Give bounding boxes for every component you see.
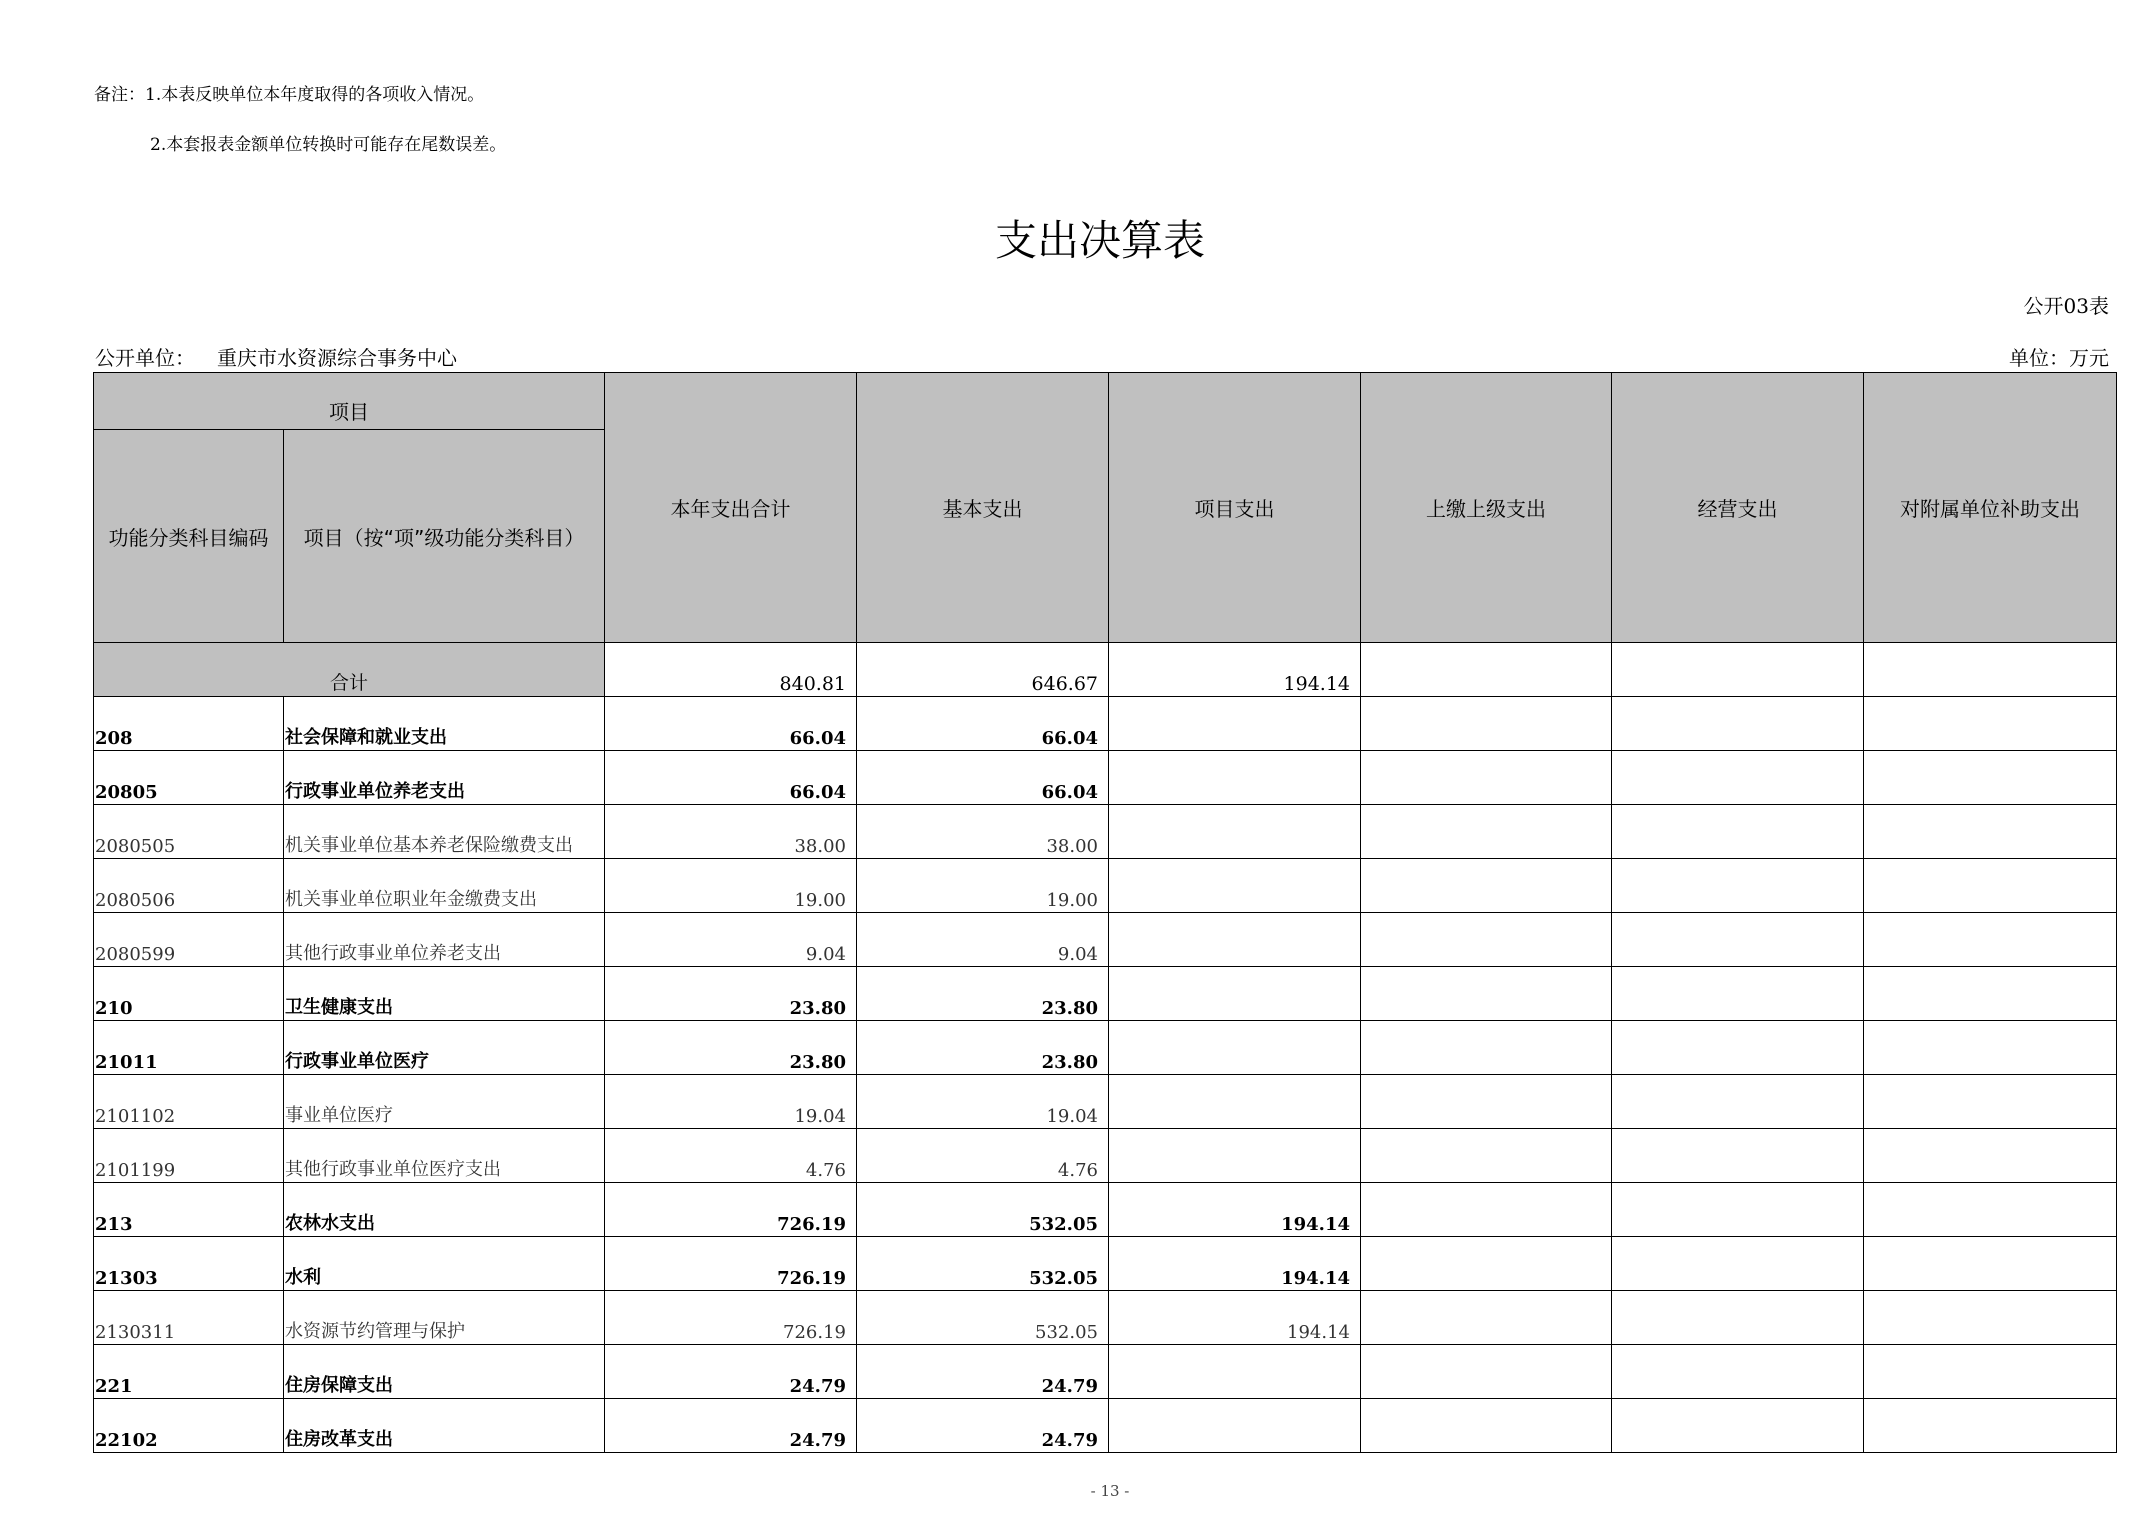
row-code: 2130311 (94, 1291, 284, 1345)
row-code: 20805 (94, 751, 284, 805)
row-project (1109, 1075, 1361, 1129)
row-code: 2080506 (94, 859, 284, 913)
row-upper (1361, 967, 1612, 1021)
row-subsidy (1864, 1129, 2117, 1183)
row-basic: 532.05 (857, 1183, 1109, 1237)
money-unit: 单位：万元 (2009, 346, 2109, 370)
header-item: 项目 (94, 373, 605, 430)
row-business (1612, 751, 1864, 805)
form-number: 公开03表 (2023, 294, 2109, 318)
row-code: 2101199 (94, 1129, 284, 1183)
row-project (1109, 805, 1361, 859)
header-name: 项目（按“项”级功能分类科目） (284, 430, 605, 643)
page-title: 支出决算表 (994, 216, 1205, 265)
row-project (1109, 1399, 1361, 1453)
row-upper (1361, 1129, 1612, 1183)
row-total: 726.19 (605, 1291, 857, 1345)
row-subsidy (1864, 1345, 2117, 1399)
table-row (94, 913, 2117, 967)
row-name: 水利 (284, 1237, 605, 1291)
table-row (94, 1399, 2117, 1453)
row-business (1612, 1345, 1864, 1399)
unit-name: 重庆市水资源综合事务中心 (217, 346, 457, 370)
total-basic: 646.67 (857, 643, 1109, 697)
table-row (94, 697, 2117, 751)
row-basic: 23.80 (857, 967, 1109, 1021)
row-subsidy (1864, 697, 2117, 751)
row-code: 221 (94, 1345, 284, 1399)
row-business (1612, 697, 1864, 751)
total-upper (1361, 643, 1612, 697)
row-basic: 24.79 (857, 1399, 1109, 1453)
header-subsidy: 对附属单位补助支出 (1864, 373, 2117, 643)
row-total: 726.19 (605, 1237, 857, 1291)
row-name: 机关事业单位职业年金缴费支出 (284, 859, 605, 913)
row-basic: 19.04 (857, 1075, 1109, 1129)
row-subsidy (1864, 1183, 2117, 1237)
row-total: 19.00 (605, 859, 857, 913)
row-project (1109, 967, 1361, 1021)
row-total: 23.80 (605, 967, 857, 1021)
unit-label: 公开单位： (95, 346, 195, 370)
row-project: 194.14 (1109, 1291, 1361, 1345)
row-business (1612, 967, 1864, 1021)
row-basic: 24.79 (857, 1345, 1109, 1399)
total-subsidy (1864, 643, 2117, 697)
row-total: 24.79 (605, 1399, 857, 1453)
table-row (94, 751, 2117, 805)
row-subsidy (1864, 1291, 2117, 1345)
note-line-1: 备注：1.本表反映单位本年度取得的各项收入情况。 (94, 85, 485, 105)
row-name: 行政事业单位医疗 (284, 1021, 605, 1075)
note-line-2: 2.本套报表金额单位转换时可能存在尾数误差。 (150, 135, 507, 155)
row-basic: 4.76 (857, 1129, 1109, 1183)
table-row (94, 1237, 2117, 1291)
row-upper (1361, 1345, 1612, 1399)
row-business (1612, 1129, 1864, 1183)
row-project (1109, 1021, 1361, 1075)
row-subsidy (1864, 913, 2117, 967)
row-subsidy (1864, 1075, 2117, 1129)
row-subsidy (1864, 1021, 2117, 1075)
row-subsidy (1864, 751, 2117, 805)
table-row (94, 1021, 2117, 1075)
header-code: 功能分类科目编码 (94, 430, 284, 643)
reporting-unit (95, 342, 457, 371)
row-code: 208 (94, 697, 284, 751)
row-code: 210 (94, 967, 284, 1021)
row-name: 社会保障和就业支出 (284, 697, 605, 751)
row-code: 2080599 (94, 913, 284, 967)
row-total: 9.04 (605, 913, 857, 967)
row-total: 66.04 (605, 697, 857, 751)
row-code: 21303 (94, 1237, 284, 1291)
table-row (94, 859, 2117, 913)
header-basic: 基本支出 (857, 373, 1109, 643)
row-business (1612, 1021, 1864, 1075)
row-business (1612, 1183, 1864, 1237)
table-row (94, 805, 2117, 859)
row-name: 住房改革支出 (284, 1399, 605, 1453)
row-business (1612, 913, 1864, 967)
total-project: 194.14 (1109, 643, 1361, 697)
table-row (94, 1183, 2117, 1237)
row-basic: 66.04 (857, 751, 1109, 805)
header-upper: 上缴上级支出 (1361, 373, 1612, 643)
row-total: 38.00 (605, 805, 857, 859)
total-label: 合计 (94, 643, 605, 697)
row-project (1109, 751, 1361, 805)
row-name: 农林水支出 (284, 1183, 605, 1237)
row-upper (1361, 697, 1612, 751)
row-basic: 23.80 (857, 1021, 1109, 1075)
row-business (1612, 1237, 1864, 1291)
row-total: 66.04 (605, 751, 857, 805)
row-project: 194.14 (1109, 1183, 1361, 1237)
row-business (1612, 1291, 1864, 1345)
row-subsidy (1864, 859, 2117, 913)
row-subsidy (1864, 1399, 2117, 1453)
row-name: 其他行政事业单位养老支出 (284, 913, 605, 967)
row-basic: 532.05 (857, 1237, 1109, 1291)
row-business (1612, 1399, 1864, 1453)
row-business (1612, 1075, 1864, 1129)
row-total: 4.76 (605, 1129, 857, 1183)
row-name: 事业单位医疗 (284, 1075, 605, 1129)
row-code: 213 (94, 1183, 284, 1237)
table-row (94, 1075, 2117, 1129)
row-code: 2101102 (94, 1075, 284, 1129)
row-project (1109, 913, 1361, 967)
table-row (94, 1345, 2117, 1399)
row-basic: 38.00 (857, 805, 1109, 859)
row-basic: 532.05 (857, 1291, 1109, 1345)
row-upper (1361, 1399, 1612, 1453)
header-total: 本年支出合计 (605, 373, 857, 643)
row-project (1109, 859, 1361, 913)
row-upper (1361, 1237, 1612, 1291)
row-name: 机关事业单位基本养老保险缴费支出 (284, 805, 605, 859)
row-total: 24.79 (605, 1345, 857, 1399)
row-name: 水资源节约管理与保护 (284, 1291, 605, 1345)
row-upper (1361, 1075, 1612, 1129)
row-total: 726.19 (605, 1183, 857, 1237)
row-project: 194.14 (1109, 1237, 1361, 1291)
row-code: 21011 (94, 1021, 284, 1075)
total-row (94, 643, 2117, 697)
row-subsidy (1864, 1237, 2117, 1291)
row-upper (1361, 1183, 1612, 1237)
header-project: 项目支出 (1109, 373, 1361, 643)
row-subsidy (1864, 967, 2117, 1021)
row-upper (1361, 1291, 1612, 1345)
row-basic: 9.04 (857, 913, 1109, 967)
row-name: 行政事业单位养老支出 (284, 751, 605, 805)
row-total: 19.04 (605, 1075, 857, 1129)
row-business (1612, 805, 1864, 859)
table-row (94, 1291, 2117, 1345)
row-name: 卫生健康支出 (284, 967, 605, 1021)
header-business: 经营支出 (1612, 373, 1864, 643)
table-row (94, 967, 2117, 1021)
row-business (1612, 859, 1864, 913)
row-code: 22102 (94, 1399, 284, 1453)
row-upper (1361, 751, 1612, 805)
row-project (1109, 697, 1361, 751)
row-project (1109, 1345, 1361, 1399)
row-total: 23.80 (605, 1021, 857, 1075)
row-project (1109, 1129, 1361, 1183)
total-amount: 840.81 (605, 643, 857, 697)
row-basic: 66.04 (857, 697, 1109, 751)
row-code: 2080505 (94, 805, 284, 859)
table-row (94, 1129, 2117, 1183)
expenditure-table (93, 372, 2117, 1453)
row-name: 其他行政事业单位医疗支出 (284, 1129, 605, 1183)
row-subsidy (1864, 805, 2117, 859)
row-upper (1361, 859, 1612, 913)
row-basic: 19.00 (857, 859, 1109, 913)
total-business (1612, 643, 1864, 697)
row-upper (1361, 913, 1612, 967)
page-number: - 13 - (1090, 1482, 1130, 1500)
row-upper (1361, 805, 1612, 859)
row-upper (1361, 1021, 1612, 1075)
row-name: 住房保障支出 (284, 1345, 605, 1399)
